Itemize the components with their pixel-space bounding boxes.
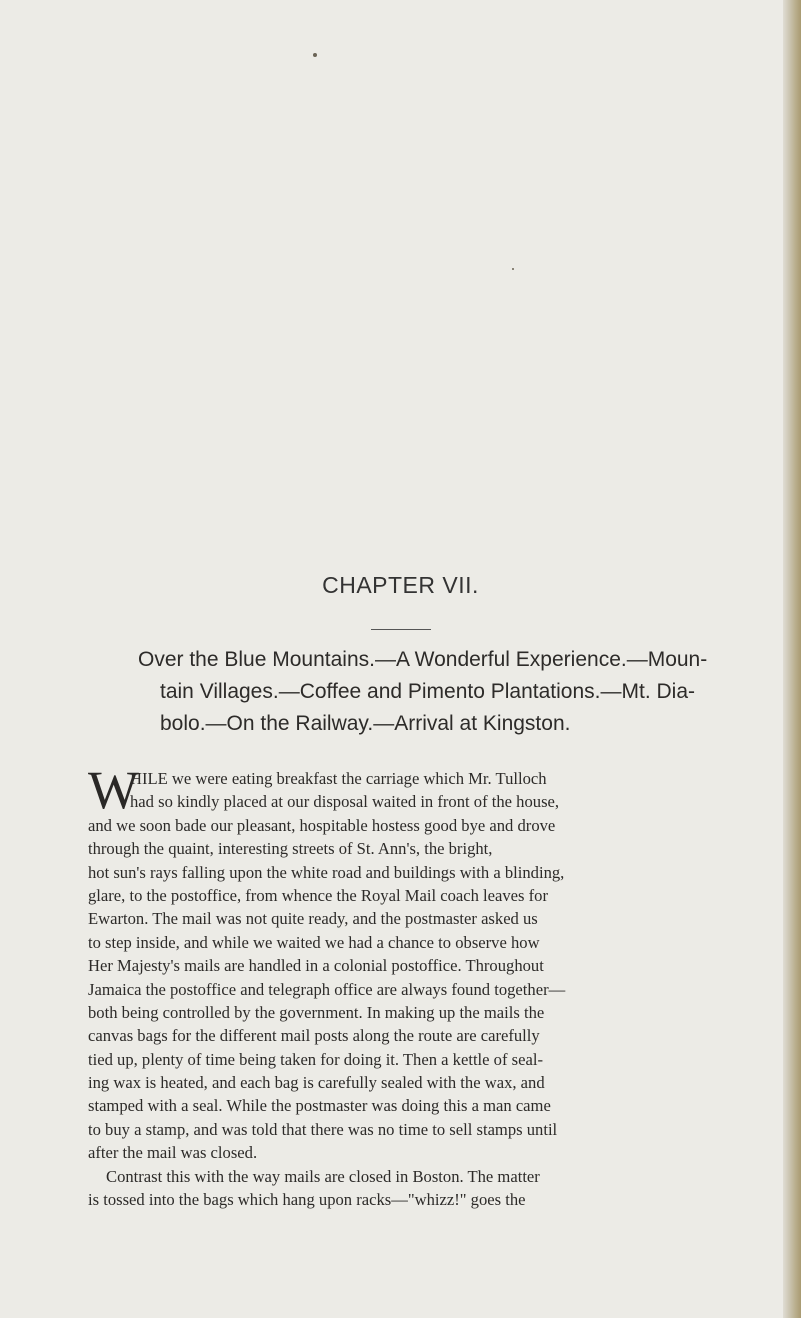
body-line: Contrast this with the way mails are closed in Boston. The matter: [106, 1166, 540, 1186]
body-line: stamped with a seal. While the postmaster was doing this a man came: [88, 1096, 551, 1116]
body-line: Her Majesty's mails are handled in a colonial postoffice. Throughout: [88, 956, 544, 976]
heading-rule: [371, 629, 431, 630]
body-line: canvas bags for the different mail posts along the route are carefully: [88, 1026, 540, 1046]
ink-speck: [313, 53, 317, 57]
synopsis-line: bolo.—On the Railway.—Arrival at Kingston.: [160, 712, 571, 735]
body-line: glare, to the postoffice, from whence the Royal Mail coach leaves for: [88, 885, 548, 905]
chapter-heading: CHAPTER VII.: [322, 572, 479, 598]
synopsis-line: Over the Blue Mountains.—A Wonderful Experience.—Moun-: [138, 648, 708, 671]
body-line: and we soon bade our pleasant, hospitable hostess good bye and drove: [88, 815, 556, 835]
body-line: Ewarton. The mail was not quite ready, and the postmaster asked us: [88, 909, 538, 929]
drop-cap: W: [88, 760, 139, 820]
synopsis-line: tain Villages.—Coffee and Pimento Plantations.—Mt. Dia-: [160, 680, 695, 703]
body-line: to buy a stamp, and was told that there was no time to sell stamps until: [88, 1119, 558, 1139]
body-text: [88, 760, 768, 1211]
body-line: tied up, plenty of time being taken for doing it. Then a kettle of seal-: [88, 1049, 543, 1069]
body-line: ing wax is heated, and each bag is carefully sealed with the wax, and: [88, 1073, 545, 1093]
body-line: after the mail was closed.: [88, 1143, 258, 1163]
body-line: had so kindly placed at our disposal waited in front of the house,: [130, 792, 560, 812]
body-line: hot sun's rays falling upon the white road and buildings with a blinding,: [88, 862, 565, 882]
chapter-synopsis: [138, 644, 708, 740]
body-line: Jamaica the postoffice and telegraph office are always found together—: [88, 979, 566, 999]
ink-speck: [512, 268, 514, 270]
drop-cap-lines: [88, 760, 768, 820]
body-line: to step inside, and while we waited we had a chance to observe how: [88, 932, 540, 952]
page-edge: [783, 0, 801, 1318]
body-line: through the quaint, interesting streets of St. Ann's, the bright,: [88, 839, 493, 859]
body-line: is tossed into the bags which hang upon racks—"whizz!" goes the: [88, 1190, 526, 1210]
body-line: HILE we were eating breakfast the carriage which Mr. Tulloch: [130, 769, 547, 788]
body-line: both being controlled by the government. In making up the mails the: [88, 1002, 545, 1022]
